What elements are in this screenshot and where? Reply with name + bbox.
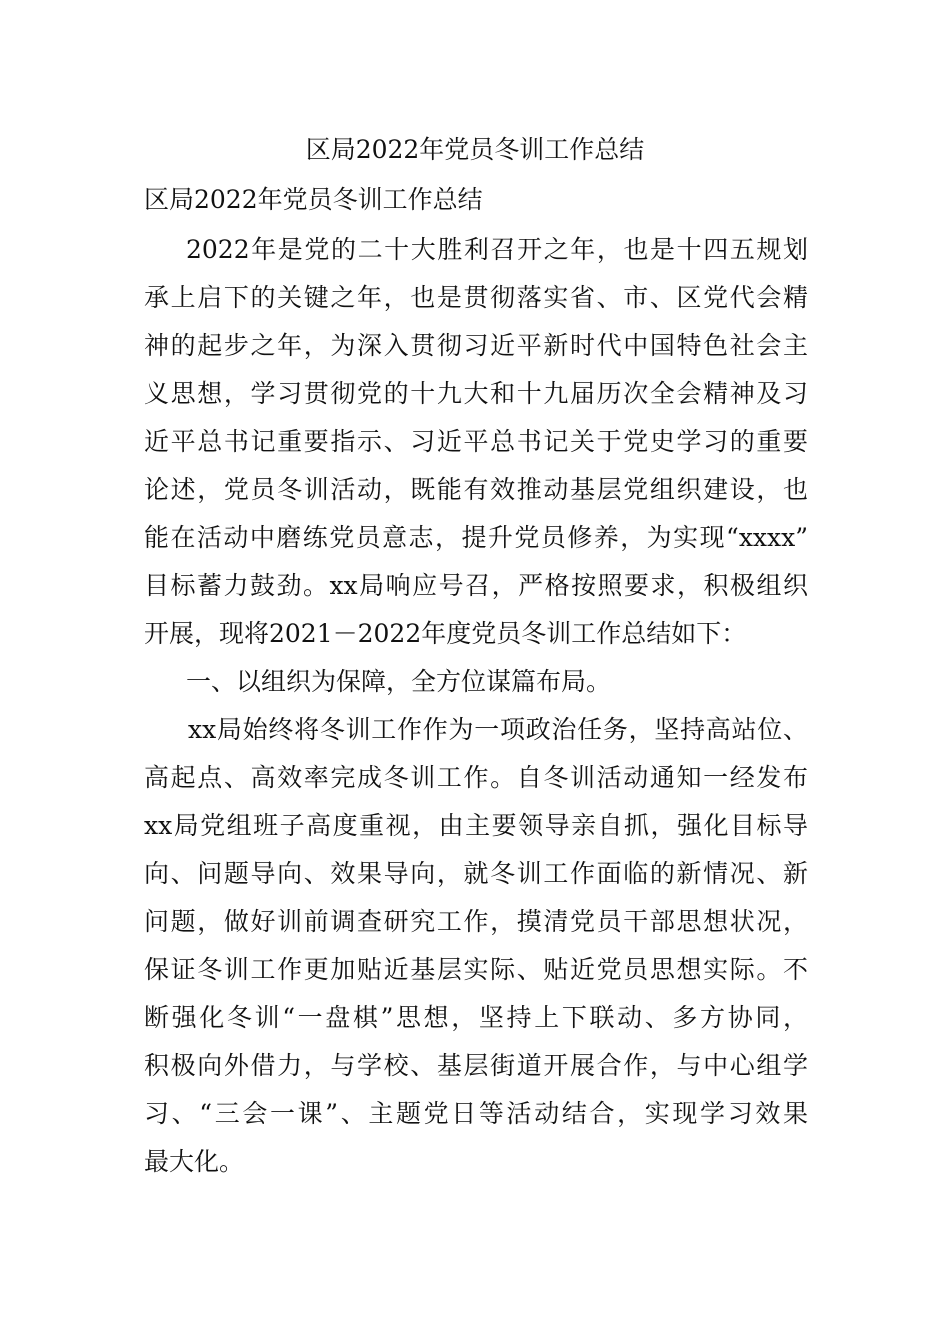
text-line: xx局党组班子高度重视，由主要领导亲自抓，强化目标导 (144, 811, 808, 840)
text-line: 断强化冬训“一盘棋”思想，坚持上下联动、多方协同， (144, 1003, 808, 1032)
text-line: 保证冬训工作更加贴近基层实际、贴近党员思想实际。不 (144, 955, 808, 984)
text-line: 高起点、高效率完成冬训工作。自冬训活动通知一经发布 (144, 763, 808, 792)
text-line: 一、以组织为保障，全方位谋篇布局。 (186, 667, 612, 696)
text-line: 习、“三会一课”、主题党日等活动结合，实现学习效果 (144, 1099, 808, 1128)
text-line: 论述，党员冬训活动，既能有效推动基层党组织建设，也 (144, 475, 808, 504)
text-line: 2022年是党的二十大胜利召开之年，也是十四五规划 (186, 235, 808, 264)
text-line: 问题，做好训前调查研究工作，摸清党员干部思想状况， (144, 907, 808, 936)
text-line: 积极向外借力，与学校、基层街道开展合作，与中心组学 (144, 1051, 808, 1080)
paragraph-intro (144, 226, 808, 658)
text-line: 近平总书记重要指示、习近平总书记关于党史学习的重要 (144, 427, 808, 456)
text-line: 能在活动中磨练党员意志，提升党员修养，为实现“xxxx” (144, 523, 808, 552)
paragraph-section-1 (144, 706, 808, 1186)
text-line: 目标蓄力鼓劲。xx局响应号召，严格按照要求，积极组织 (144, 571, 808, 600)
text-line: 承上启下的关键之年，也是贯彻落实省、市、区党代会精 (144, 283, 808, 312)
text-line: 向、问题导向、效果导向，就冬训工作面临的新情况、新 (144, 859, 808, 888)
text-line: 开展，现将2021－2022年度党员冬训工作总结如下： (144, 619, 747, 648)
text-line: 义思想，学习贯彻党的十九大和十九届历次全会精神及习 (144, 379, 808, 408)
document-subtitle: 区局2022年党员冬训工作总结 (144, 185, 483, 214)
document-body (144, 226, 808, 1186)
document-title: 区局2022年党员冬训工作总结 (305, 135, 645, 164)
section-heading (144, 658, 808, 706)
text-line: xx局始终将冬训工作作为一项政治任务，坚持高站位、 (188, 715, 808, 744)
text-line: 最大化。 (144, 1147, 245, 1176)
text-line: 神的起步之年，为深入贯彻习近平新时代中国特色社会主 (144, 331, 808, 360)
